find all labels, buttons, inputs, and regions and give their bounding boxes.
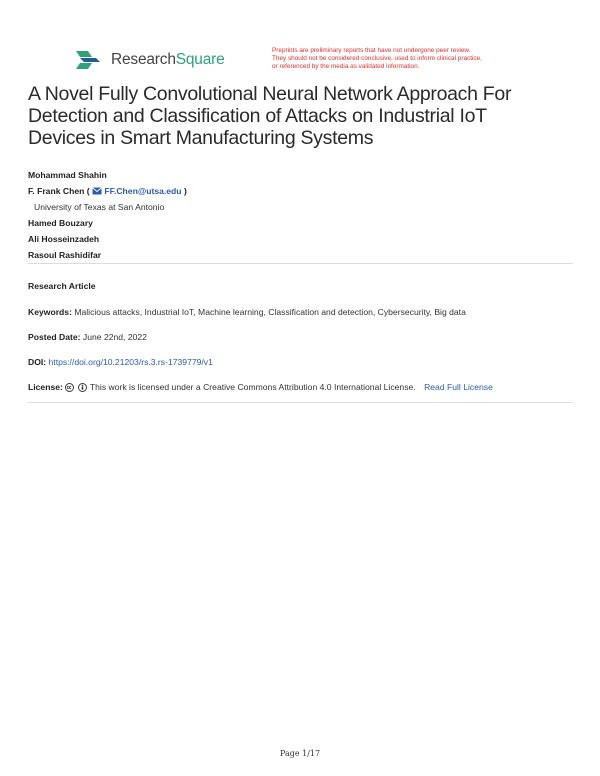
author-list	[28, 167, 187, 263]
disclaimer-line: They should not be considered conclusive, used to inform clinical practice,	[272, 55, 482, 63]
logo-square-text: Square	[175, 51, 225, 68]
disclaimer-line: Preprints are preliminary reports that have not undergone peer review.	[272, 47, 471, 54]
author-name: Mohammad Shahin	[28, 170, 107, 180]
title-line: Devices in Smart Manufacturing Systems	[28, 127, 374, 149]
author-name: Rasoul Rashidifar	[28, 250, 102, 260]
doi-label: DOI:	[28, 357, 47, 367]
author-email-link[interactable]: FF.Chen@utsa.edu	[104, 186, 182, 196]
disclaimer-line: or referenced by the media as validated information.	[272, 63, 420, 71]
divider	[28, 402, 573, 403]
posted-date-value: June 22nd, 2022	[82, 332, 147, 342]
posted-date-label: Posted Date:	[28, 332, 81, 342]
article-type: Research Article	[28, 281, 96, 291]
license-label: License:	[28, 382, 63, 392]
doi-row	[28, 357, 213, 367]
author-name: F. Frank Chen	[28, 186, 85, 196]
author-affiliation: University of Texas at San Antonio	[34, 202, 165, 212]
paper-title	[28, 83, 578, 149]
logo-wordmark	[111, 51, 225, 69]
title-line: Detection and Classification of Attacks on Industrial IoT	[28, 105, 487, 127]
attribution-icon	[78, 383, 87, 392]
read-full-license-link[interactable]: Read Full License	[424, 382, 493, 392]
research-square-logo-icon	[74, 48, 104, 72]
divider	[28, 263, 573, 264]
preprint-disclaimer	[272, 47, 552, 72]
license-text: This work is licensed under a Creative Commons Attribution 4.0 International License.	[89, 382, 416, 392]
keywords-text: Malicious attacks, Industrial IoT, Machine learning, Classification and detection, Cybersecurity, Big data	[74, 307, 466, 317]
page-number: Page 1/17	[279, 749, 321, 758]
title-line: A Novel Fully Convolutional Neural Network Approach For	[28, 83, 512, 105]
keywords-label: Keywords:	[28, 307, 72, 317]
corresponding-author: F. Frank Chen ( FF.Chen@utsa.edu )	[28, 186, 187, 196]
logo-research-text: Research	[111, 51, 176, 68]
author-name: Ali Hosseinzadeh	[28, 234, 100, 244]
research-square-logo[interactable]	[74, 48, 225, 72]
license-row	[28, 382, 493, 392]
author-name: Hamed Bouzary	[28, 218, 93, 228]
keywords-row	[28, 307, 466, 317]
mail-icon	[92, 187, 102, 195]
creative-commons-icon	[65, 383, 74, 392]
doi-link[interactable]: https://doi.org/10.21203/rs.3.rs-1739779/v1	[48, 357, 213, 367]
posted-date-row	[28, 332, 147, 342]
